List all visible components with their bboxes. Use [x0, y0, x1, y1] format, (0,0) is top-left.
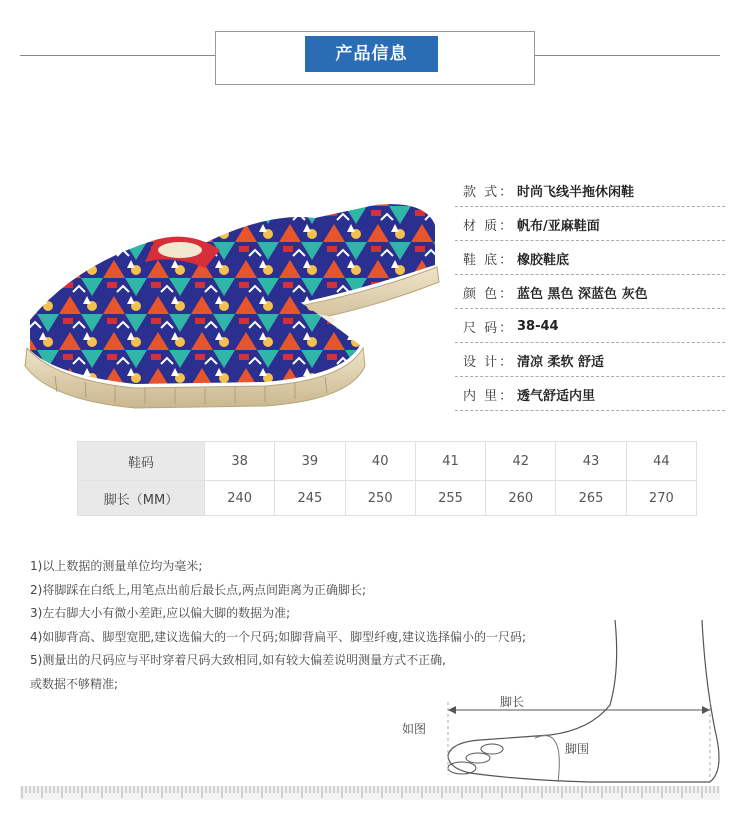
attribute-list: [455, 173, 725, 411]
note-line: 4)如脚背高、脚型宽肥,建议选偏大的一个尺码;如脚背扁平、脚型纤瘦,建议选择偏小的一尺码;: [30, 629, 527, 644]
note-line: 3)左右脚大小有微小差距,应以偏大脚的数据为准;: [30, 606, 291, 621]
attr-material: [455, 207, 725, 241]
attr-value: 时尚飞线半拖休闲鞋: [517, 184, 635, 200]
attr-label: 材 质：: [463, 218, 515, 234]
attr-label: 尺 码：: [463, 320, 515, 336]
attr-label: 设 计：: [463, 354, 515, 370]
attr-value: 38-44: [517, 318, 559, 334]
diagram-label-length: 脚长: [500, 695, 525, 709]
table-row: [78, 442, 697, 481]
section-title: 产品信息: [305, 36, 438, 72]
table-cell: 260: [486, 481, 556, 516]
attr-value: 蓝色 黑色 深蓝色 灰色: [517, 286, 648, 302]
attr-label: 鞋 底：: [463, 252, 515, 268]
table-cell: 42: [486, 442, 556, 481]
attr-value: 帆布/亚麻鞋面: [517, 218, 600, 234]
row-header-length: 脚长（MM）: [78, 481, 205, 516]
attr-design: [455, 343, 725, 377]
table-cell: 240: [205, 481, 275, 516]
table-cell: 40: [345, 442, 415, 481]
note-line: 2)将脚踩在白纸上,用笔点出前后最长点,两点间距离为正确脚长;: [30, 582, 366, 597]
attr-value: 橡胶鞋底: [517, 252, 570, 268]
attr-value: 清凉 柔软 舒适: [517, 354, 605, 370]
table-cell: 41: [415, 442, 485, 481]
table-row: [78, 481, 697, 516]
attr-label: 内 里：: [463, 388, 515, 404]
table-cell: 245: [275, 481, 345, 516]
attr-value: 透气舒适内里: [517, 388, 596, 404]
table-cell: 38: [205, 442, 275, 481]
table-cell: 250: [345, 481, 415, 516]
attr-size: [455, 309, 725, 343]
attr-label: 颜 色：: [463, 286, 515, 302]
table-cell: 265: [556, 481, 626, 516]
table-cell: 43: [556, 442, 626, 481]
ruler: [20, 786, 720, 800]
attr-color: [455, 275, 725, 309]
table-cell: 255: [415, 481, 485, 516]
size-table: [77, 441, 697, 516]
table-cell: 44: [626, 442, 696, 481]
note-line: 1)以上数据的测量单位均为毫米;: [30, 559, 203, 573]
foot-diagram: [440, 610, 725, 790]
header-rule-right: [535, 55, 720, 56]
diagram-label-girth: 脚围: [565, 742, 590, 756]
attr-label: 款 式：: [463, 184, 515, 200]
header-rule-left: [20, 55, 215, 56]
diagram-label-example: 如图: [402, 722, 427, 736]
row-header-size: 鞋码: [78, 442, 205, 481]
table-cell: 39: [275, 442, 345, 481]
attr-style: [455, 173, 725, 207]
note-line: 5)测量出的尺码应与平时穿着尺码大致相同,如有较大偏差说明测量方式不正确,: [30, 653, 446, 668]
attr-sole: [455, 241, 725, 275]
product-photo: [15, 170, 445, 430]
attr-lining: [455, 377, 725, 411]
note-line: 或数据不够精准;: [30, 676, 119, 691]
table-cell: 270: [626, 481, 696, 516]
